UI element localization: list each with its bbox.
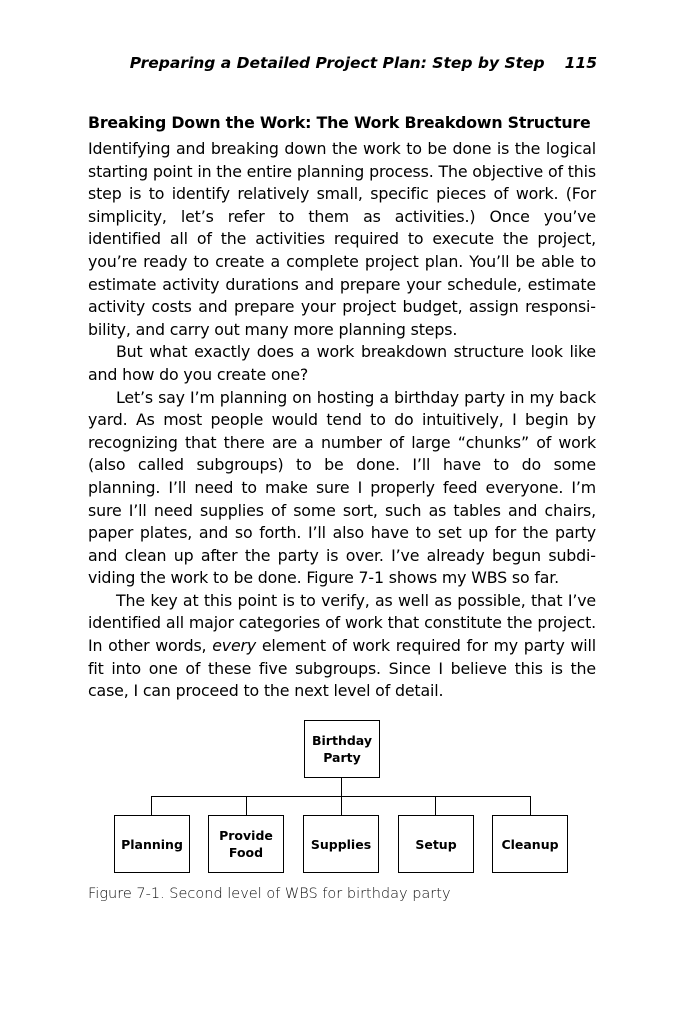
- paragraph-4-end: element of work required for my party will fit into one of these five subgroups. Since I believe this is the case, I can proceed to the next level of detail.: [88, 636, 597, 701]
- wbs-box-provide-food: Provide Food: [208, 815, 284, 873]
- wbs-box-supplies: Supplies: [303, 815, 379, 873]
- child-stem-planning: [151, 796, 152, 815]
- paragraph-1: Identifying and breaking down the work to be done is the logical starting point in the entire planning process. The objective of this step is to identify relatively small, specific pieces of work. (For simplicity, let’s refer to them as activities.) Once you’ve identified all of the activities required to execute the project, you’re ready to create a complete project plan. You’ll be able to estimate activity durations and prepare your schedule, estimate activity costs and prepare your project budget, assign responsibility, and carry out many more planning steps.: [88, 139, 596, 339]
- root-stem-line: [341, 777, 342, 797]
- wbs-box-planning: Planning: [114, 815, 190, 873]
- paragraph-3: Let’s say I’m planning on hosting a birthday party in my back yard. As most people would tend to do intuitively, I begin by recognizing that there are a number of large “chunks” of work (also called subgroups) to be done. I’ll have to do some planning. I’ll need to make sure I properly feed everyone. I’m sure I’ll need supplies of some sort, such as tables and chairs, paper plates, and so forth. I’ll also have to set up for the party and clean up after the party is over. I’ve already begun subdividing the work to be done. Figure 7-1 shows my WBS so far.: [88, 387, 596, 588]
- paragraph-4-start: The key at this point is to verify, as well as possible, that I’ve identified all major categories of work that constitute the project. In other words,: [88, 590, 596, 656]
- paragraph-4: [88, 590, 596, 703]
- section-title: Breaking Down the Work: The Work Breakdown Structure: [88, 113, 591, 132]
- child-stem-food: [246, 796, 247, 815]
- paragraph-2: But what exactly does a work breakdown structure look like and how do you create one?: [88, 342, 596, 384]
- running-title: Preparing a Detailed Project Plan: Step by Step: [129, 54, 545, 72]
- wbs-root-box: Birthday Party: [304, 720, 380, 778]
- paragraph-4-emphasis: every: [212, 636, 257, 656]
- body-text: [88, 138, 596, 703]
- figure-caption: Figure 7-1. Second level of WBS for birthday party: [88, 886, 451, 902]
- wbs-box-setup: Setup: [398, 815, 474, 873]
- child-stem-supplies: [341, 796, 342, 815]
- page-number: 115: [564, 54, 597, 72]
- child-stem-setup: [435, 796, 436, 815]
- running-header: [0, 53, 597, 73]
- wbs-box-cleanup: Cleanup: [492, 815, 568, 873]
- horizontal-connector-line: [151, 796, 531, 797]
- child-stem-cleanup: [530, 796, 531, 815]
